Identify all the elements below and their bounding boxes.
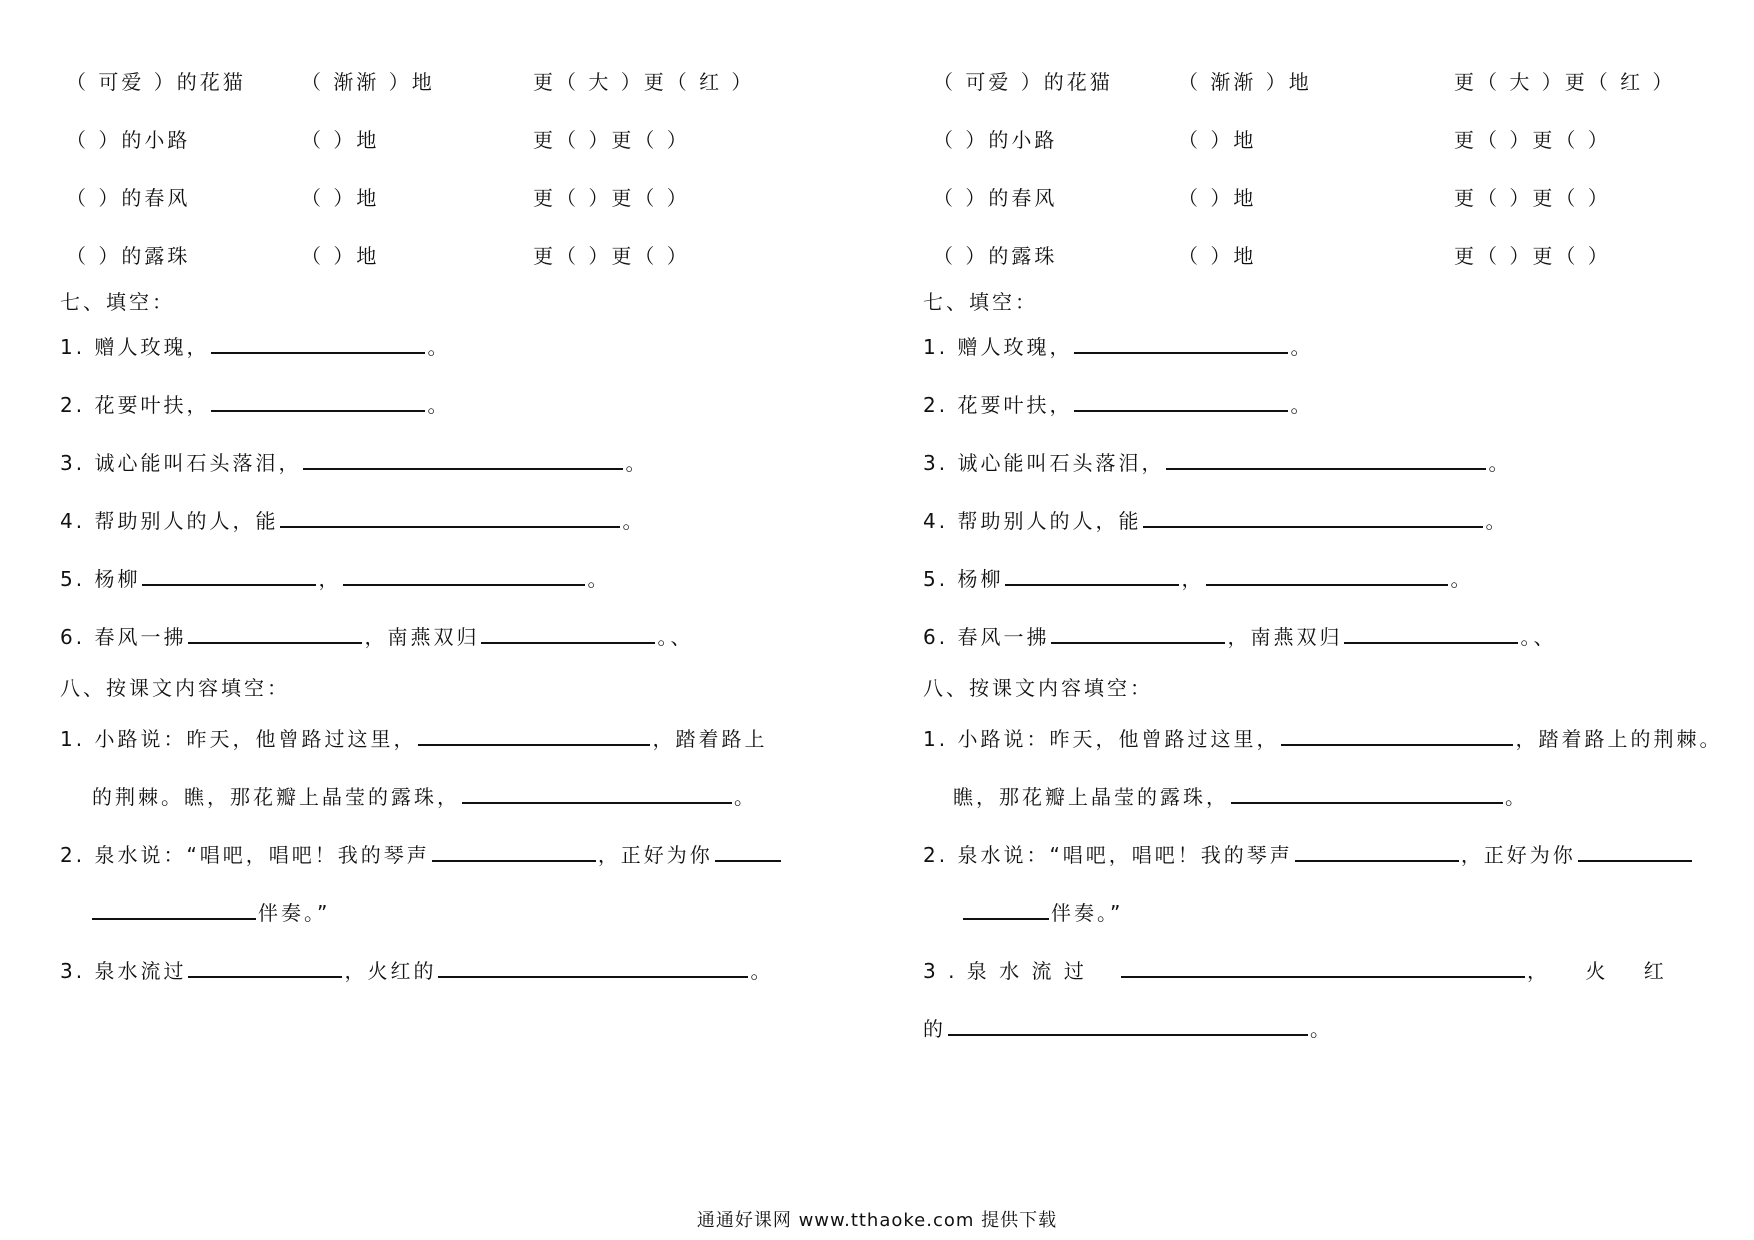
word-cell: （ ）的春风 — [66, 186, 191, 210]
word-cell: （ ）地 — [301, 244, 380, 268]
word-cell: 更（ 大 ）更（ 红 ） — [533, 70, 755, 94]
item-text: 3 . 泉 水 流 过 — [923, 959, 1087, 983]
fill-item-1 — [60, 334, 450, 359]
text-q2-line2 — [90, 900, 330, 925]
word-cell: （ ）地 — [1178, 244, 1257, 268]
footer-credit: 通通好课网 www.tthaoke.com 提供下载 — [696, 1210, 1058, 1231]
word-cell: 更（ ）更（ ） — [1454, 128, 1611, 152]
item-text: 1. 小路说：昨天，他曾路过这里， — [60, 727, 417, 751]
answer-blank[interactable] — [715, 842, 781, 862]
answer-blank[interactable] — [1231, 784, 1503, 804]
item-end: 。 — [1310, 1017, 1333, 1041]
word-cell: （ 渐渐 ）地 — [301, 70, 435, 94]
answer-blank[interactable] — [1578, 842, 1692, 862]
fill-item-5 — [60, 566, 610, 591]
word-cell: （ ）地 — [301, 128, 380, 152]
word-row-2 — [933, 128, 1611, 152]
answer-blank[interactable] — [1206, 566, 1448, 586]
text-q3-line1 — [923, 958, 1680, 983]
word-cell: （ 可爱 ）的花猫 — [933, 70, 1113, 94]
item-end: 。 — [587, 567, 611, 591]
word-cell: （ ）的小路 — [66, 128, 191, 152]
word-row-1 — [933, 70, 1675, 94]
item-text: 的荆棘。瞧，那花瓣上晶莹的露珠， — [92, 785, 460, 809]
text-q1-line1 — [923, 726, 1722, 751]
word-cell: （ 渐渐 ）地 — [1178, 70, 1312, 94]
fill-item-2 — [923, 392, 1313, 417]
answer-blank[interactable] — [188, 958, 342, 978]
answer-blank[interactable] — [462, 784, 732, 804]
word-cell: （ ）的春风 — [933, 186, 1058, 210]
word-cell: （ ）地 — [1178, 128, 1257, 152]
answer-blank[interactable] — [142, 566, 316, 586]
item-text: 5. 杨柳 — [923, 567, 1004, 591]
word-row-3 — [66, 186, 690, 210]
answer-blank[interactable] — [1166, 450, 1486, 470]
item-mid: ，正好为你 — [1460, 843, 1576, 867]
section-7-heading: 七、填空： — [60, 290, 175, 314]
item-mid: ， 火 红 — [1527, 959, 1680, 983]
item-text: 6. 春风一拂 — [923, 625, 1050, 649]
item-text: 2. 泉水说：“唱吧，唱吧！我的琴声 — [60, 843, 430, 867]
answer-blank[interactable] — [963, 900, 1049, 920]
answer-blank[interactable] — [1051, 624, 1225, 644]
word-cell: 更（ ）更（ ） — [533, 128, 690, 152]
word-cell: （ ）地 — [1178, 186, 1257, 210]
word-cell: （ 可爱 ）的花猫 — [66, 70, 246, 94]
fill-item-5 — [923, 566, 1473, 591]
answer-blank[interactable] — [948, 1016, 1308, 1036]
answer-blank[interactable] — [1074, 334, 1288, 354]
item-end: 。 — [1485, 509, 1509, 533]
fill-item-6 — [60, 624, 693, 649]
answer-blank[interactable] — [303, 450, 623, 470]
answer-blank[interactable] — [280, 508, 620, 528]
answer-blank[interactable] — [1005, 566, 1179, 586]
answer-blank[interactable] — [211, 334, 425, 354]
word-row-4 — [933, 244, 1611, 268]
item-end: 。、 — [657, 625, 694, 649]
item-end: 伴奏。” — [258, 901, 331, 925]
item-end: 。 — [427, 335, 451, 359]
answer-blank[interactable] — [1344, 624, 1518, 644]
text-q2-line1 — [923, 842, 1694, 867]
word-cell: （ ）的小路 — [933, 128, 1058, 152]
answer-blank[interactable] — [1281, 726, 1513, 746]
item-end: 。 — [625, 451, 649, 475]
text-q1-line2 — [92, 784, 757, 809]
word-cell: 更（ ）更（ ） — [1454, 186, 1611, 210]
answer-blank[interactable] — [438, 958, 748, 978]
word-cell: 更（ ）更（ ） — [533, 244, 690, 268]
item-end: 。 — [1488, 451, 1512, 475]
fill-item-1 — [923, 334, 1313, 359]
answer-blank[interactable] — [1295, 842, 1459, 862]
item-end: 伴奏。” — [1051, 901, 1124, 925]
section-7-heading: 七、填空： — [923, 290, 1038, 314]
answer-blank[interactable] — [481, 624, 655, 644]
item-text: 6. 春风一拂 — [60, 625, 187, 649]
item-mid: ，南燕双归 — [364, 625, 480, 649]
item-text: 5. 杨柳 — [60, 567, 141, 591]
fill-item-6 — [923, 624, 1556, 649]
text-q2-line2 — [961, 900, 1123, 925]
fill-item-2 — [60, 392, 450, 417]
item-mid: ，南燕双归 — [1227, 625, 1343, 649]
text-q1-line1 — [60, 726, 767, 751]
item-mid: ，踏着路上 — [652, 727, 768, 751]
section-8-heading: 八、按课文内容填空： — [923, 676, 1153, 700]
word-cell: 更（ ）更（ ） — [1454, 244, 1611, 268]
answer-blank[interactable] — [343, 566, 585, 586]
text-q1-line2 — [953, 784, 1528, 809]
answer-blank[interactable] — [92, 900, 256, 920]
word-cell: （ ）的露珠 — [933, 244, 1058, 268]
item-text: 2. 泉水说：“唱吧，唱吧！我的琴声 — [923, 843, 1293, 867]
item-text: 瞧，那花瓣上晶莹的露珠， — [953, 785, 1229, 809]
item-text: 3. 诚心能叫石头落泪， — [923, 451, 1165, 475]
word-row-2 — [66, 128, 690, 152]
word-cell: 更（ 大 ）更（ 红 ） — [1454, 70, 1676, 94]
right-worksheet — [877, 0, 1754, 1240]
item-text: 1. 赠人玫瑰， — [923, 335, 1073, 359]
item-text: 4. 帮助别人的人，能 — [60, 509, 279, 533]
item-text: 3. 诚心能叫石头落泪， — [60, 451, 302, 475]
answer-blank[interactable] — [1143, 508, 1483, 528]
item-end: 。 — [427, 393, 451, 417]
text-q3 — [60, 958, 773, 983]
item-end: 。 — [1290, 335, 1314, 359]
section-8-heading: 八、按课文内容填空： — [60, 676, 290, 700]
item-end: 。 — [622, 509, 646, 533]
item-end: 。 — [1290, 393, 1314, 417]
answer-blank[interactable] — [211, 392, 425, 412]
item-text: 1. 赠人玫瑰， — [60, 335, 210, 359]
word-cell: （ ）的露珠 — [66, 244, 191, 268]
item-text: 2. 花要叶扶， — [923, 393, 1073, 417]
answer-blank[interactable] — [1074, 392, 1288, 412]
answer-blank[interactable] — [432, 842, 596, 862]
item-mid: ， — [318, 567, 342, 591]
word-row-4 — [66, 244, 690, 268]
fill-item-3 — [923, 450, 1511, 475]
item-mid: ， — [1181, 567, 1205, 591]
word-row-1 — [66, 70, 754, 94]
fill-item-4 — [923, 508, 1508, 533]
item-mid: ，正好为你 — [597, 843, 713, 867]
item-end: 。 — [734, 785, 757, 809]
text-q3-line2 — [923, 1016, 1333, 1041]
item-text: 3. 泉水流过 — [60, 959, 187, 983]
word-cell: （ ）地 — [301, 186, 380, 210]
item-end: 。 — [1505, 785, 1528, 809]
item-end: 。、 — [1520, 625, 1557, 649]
item-end: 。 — [750, 959, 774, 983]
text-q2-line1 — [60, 842, 783, 867]
answer-blank[interactable] — [1121, 958, 1525, 978]
word-cell: 更（ ）更（ ） — [533, 186, 690, 210]
item-text: 4. 帮助别人的人，能 — [923, 509, 1142, 533]
answer-blank[interactable] — [188, 624, 362, 644]
word-row-3 — [933, 186, 1611, 210]
item-end: 。 — [1450, 567, 1474, 591]
fill-item-4 — [60, 508, 645, 533]
fill-item-3 — [60, 450, 648, 475]
answer-blank[interactable] — [418, 726, 650, 746]
item-mid: ，踏着路上的荆棘。 — [1515, 727, 1723, 751]
item-text: 1. 小路说：昨天，他曾路过这里， — [923, 727, 1280, 751]
item-mid: ，火红的 — [344, 959, 437, 983]
item-text: 的 — [923, 1017, 946, 1041]
item-text: 2. 花要叶扶， — [60, 393, 210, 417]
